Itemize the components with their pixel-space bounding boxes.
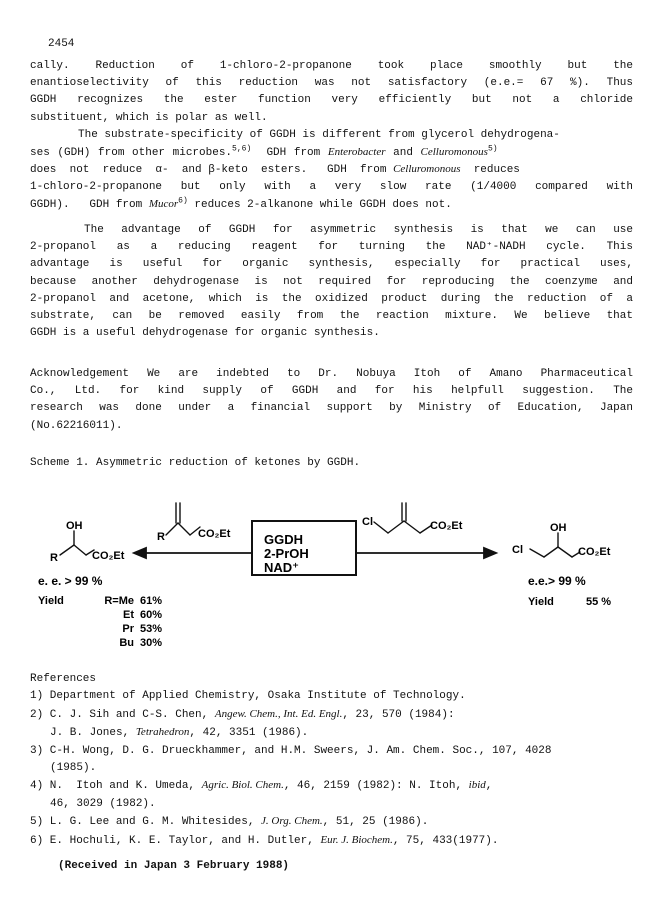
yield-value: 60% <box>140 609 163 621</box>
arrow-head <box>484 548 496 558</box>
atom-label: Cl <box>362 516 373 528</box>
text-run: , 51, 25 (1986). <box>322 816 429 829</box>
references <box>30 671 640 850</box>
text-run: , 46, 2159 (1982): N. Itoh, <box>283 780 469 793</box>
group-label: CO₂Et <box>578 546 611 558</box>
reference-item: 1) Department of Applied Chemistry, Osaka Institute of Technology. <box>30 690 466 703</box>
text-run: GDH from <box>251 147 328 160</box>
yield-value: 55 % <box>586 596 612 608</box>
text-run: GGDH). GDH from <box>30 198 149 211</box>
bond <box>374 522 388 533</box>
text-line <box>30 196 633 213</box>
yield-value: 53% <box>140 623 163 635</box>
reference-continuation: 46, 3029 (1982). <box>50 797 156 810</box>
acknowledgement <box>30 366 633 435</box>
references-title: References <box>30 673 97 685</box>
text-run: reduces 2-alkanone while GGDH does not. <box>187 198 452 211</box>
text-run: and <box>385 147 421 160</box>
reagent-label: NAD⁺ <box>264 560 300 575</box>
atom-label: OH <box>66 520 83 532</box>
reference-item <box>30 813 640 831</box>
text-line: The substrate-specificity of GGDH is different from glycerol dehydrogena- <box>78 129 560 141</box>
yield-table <box>104 595 162 649</box>
text-run: reduces <box>460 164 520 177</box>
yield-label: Yield <box>38 595 64 607</box>
text-line: 1-chloro-2-propanone but only with a very slow rate (1/4000 compared with <box>30 180 633 193</box>
text-run: , 23, 570 (1984): <box>342 708 455 721</box>
page-number: 2454 <box>48 38 75 50</box>
text-line <box>30 161 633 178</box>
journal-name: J. Org. Chem. <box>261 815 323 828</box>
bond <box>74 545 86 555</box>
text-line: Scheme 1. Asymmetric reduction of ketones by GGDH. <box>30 457 361 469</box>
reference-item <box>30 706 640 724</box>
journal-name: Angew. Chem., Int. Ed. Engl. <box>214 707 343 720</box>
text-line <box>30 144 633 161</box>
reference-continuation: (1985). <box>50 762 97 775</box>
reference-continuation <box>30 724 640 742</box>
text-run: , 75, 433(1977). <box>392 834 499 847</box>
bond <box>60 545 74 555</box>
paragraph-1 <box>30 58 633 127</box>
text-line: substrate, can be removed easily from the reaction mixture. We believe that <box>30 309 633 322</box>
text-run: J. B. Jones, <box>50 727 136 740</box>
paragraph-2 <box>30 127 633 213</box>
reagent-label: GGDH <box>264 532 303 547</box>
yield-label: Yield <box>528 596 554 608</box>
arrow-head <box>134 548 146 558</box>
yield-value: 61% <box>140 595 163 607</box>
text-line: enantioselectivity of this reduction was not satisfactory (e.e.= 67 %). Thus <box>30 77 633 90</box>
bond <box>558 547 572 557</box>
atom-label: R <box>157 531 165 543</box>
yield-value: 30% <box>140 637 163 649</box>
organism-name: Celluromonous <box>420 146 488 159</box>
text-line: research was done under a financial support by Ministry of Education, Japan <box>30 402 633 415</box>
text-run: 5) L. G. Lee and G. M. Whitesides, <box>30 816 262 829</box>
received-date: (Received in Japan 3 February 1988) <box>58 860 290 872</box>
reaction-scheme <box>30 495 640 655</box>
text-line: GGDH is a useful dehydrogenase for organic synthesis. <box>30 327 380 340</box>
citation-sup: 6) <box>178 196 188 206</box>
text-run: 4) N. Itoh and K. Umeda, <box>30 780 202 793</box>
text-run: ses (GDH) from other microbes. <box>30 147 233 160</box>
yield-r: Pr <box>122 623 134 635</box>
ee-value: e.e.> 99 % <box>528 574 586 588</box>
journal-name: Eur. J. Biochem. <box>320 833 393 846</box>
journal-name: ibid <box>468 779 486 792</box>
text-line: because another dehydrogenase is not required for reproducing the coenzyme and <box>30 275 633 288</box>
text-run: 2) C. J. Sih and C-S. Chen, <box>30 708 215 721</box>
organism-name: Enterobacter <box>327 146 386 159</box>
text-line: The advantage of GGDH for asymmetric synthesis is that we can use <box>84 224 633 236</box>
bond <box>544 547 558 557</box>
text-line: GGDH recognizes the ester function very efficiently but not a chloride <box>30 94 633 107</box>
organism-name: Mucor <box>148 197 179 210</box>
citation-sup: 5,6) <box>232 144 252 154</box>
text-line: advantage is useful for organic synthesis, especially for practical uses, <box>30 258 633 271</box>
ee-value: e. e. > 99 % <box>38 574 103 588</box>
reference-item <box>30 777 640 795</box>
text-run: does not reduce α- and β-keto esters. GDH from <box>30 164 394 177</box>
journal-name: Agric. Biol. Chem. <box>201 779 284 792</box>
group-label: CO₂Et <box>198 528 231 540</box>
bond <box>404 521 420 533</box>
journal-name: Tetrahedron <box>135 726 190 739</box>
citation-sup: 5) <box>487 144 498 154</box>
text-run: , 42, 3351 (1986). <box>189 727 309 740</box>
text-line: substituent, which is polar as well. <box>30 111 268 124</box>
text-line: Co., Ltd. for kind supply of GGDH and for his helpfull suggestion. The <box>30 385 633 398</box>
text-run: 6) E. Hochuli, K. E. Taylor, and H. Dutler, <box>30 834 321 847</box>
group-label: CO₂Et <box>430 520 463 532</box>
bond <box>388 521 404 533</box>
organism-name: Celluromonous <box>393 163 461 176</box>
text-line: cally. Reduction of 1-chloro-2-propanone took place smoothly but the <box>30 60 633 72</box>
reference-item: 3) C-H. Wong, D. G. Drueckhammer, and H.M. Sweers, J. Am. Chem. Soc., 107, 4028 <box>30 744 552 757</box>
text-run: , <box>485 780 493 793</box>
yield-r: R=Me <box>104 595 134 607</box>
atom-label: OH <box>550 522 567 534</box>
reagent-label: 2-PrOH <box>264 546 309 561</box>
text-line: 2-propanol and acetone, which is the oxidized product during the reduction of a <box>30 292 633 305</box>
paragraph-3 <box>30 222 633 342</box>
bond <box>178 523 190 535</box>
bond <box>530 549 544 557</box>
bond <box>166 523 178 535</box>
text-line: Acknowledgement We are indebted to Dr. Nobuya Itoh of Amano Pharmaceutical <box>30 368 633 380</box>
yield-r: Bu <box>119 637 134 649</box>
text-line: 2-propanol as a reducing reagent for turning the NAD⁺-NADH cycle. This <box>30 241 633 254</box>
atom-label: R <box>50 552 58 564</box>
scheme-caption <box>30 455 633 472</box>
reference-item <box>30 832 640 850</box>
atom-label: Cl <box>512 544 523 556</box>
yield-r: Et <box>123 609 134 621</box>
text-line: (No.62216011). <box>30 419 123 432</box>
group-label: CO₂Et <box>92 550 125 562</box>
